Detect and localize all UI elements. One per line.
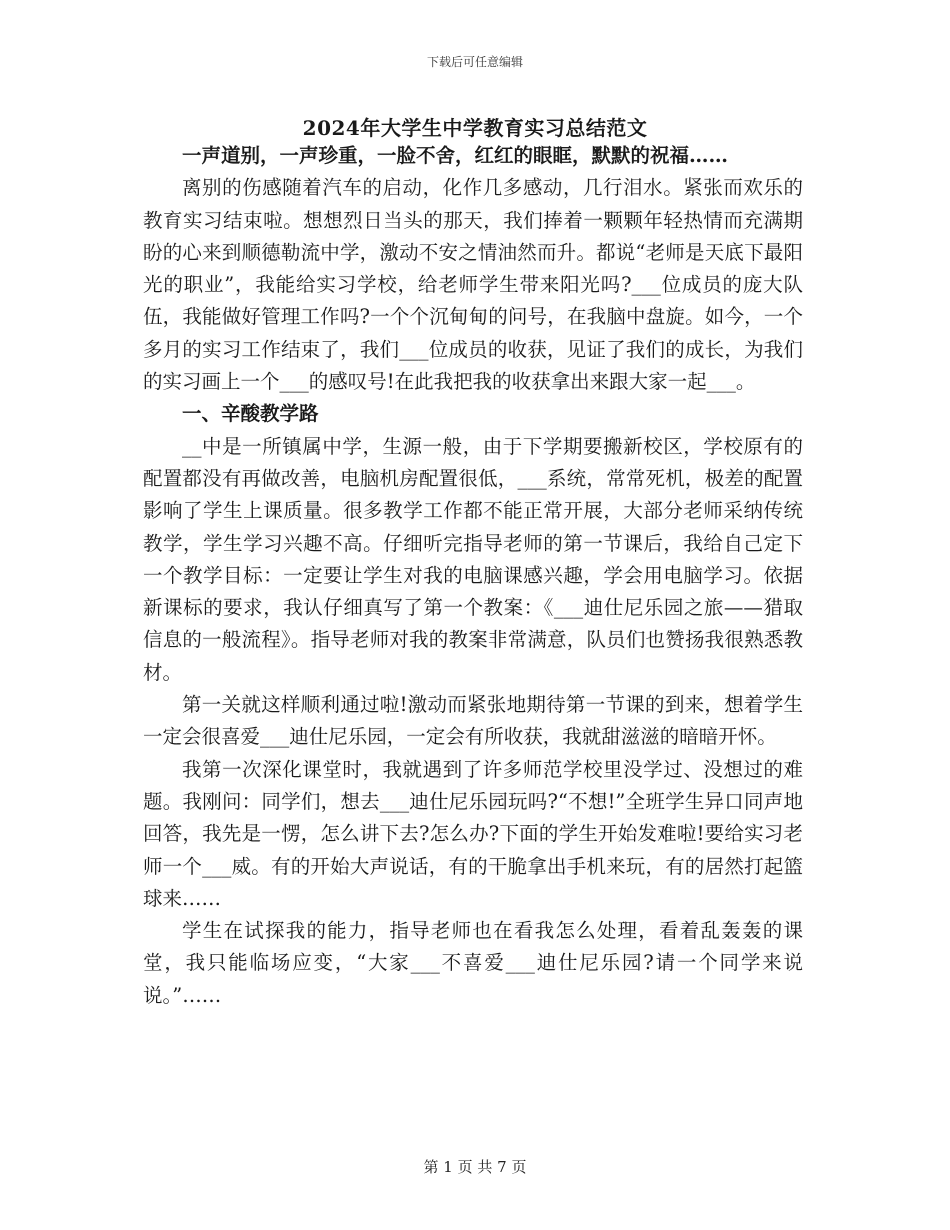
- document-title: 2024年大学生中学教育实习总结范文: [302, 116, 648, 140]
- body-paragraph: __中是一所镇属中学，生源一般，由于下学期要搬新校区，学校原有的配置都没有再做改善，电脑机房配置很低，___系统，常常死机，极差的配置影响了学生上课质量。很多教学工作都不能正常开展，大部分老师采纳传统教学，学生学习兴趣不高。仔细听完指导老师的第一节课后，我给自己定下一个教学目标：一定要让学生对我的电脑课感兴趣，学会用电脑学习。依据新课标的要求，我认仔细真写了第一个教案：《___迪仕尼乐园之旅——猎取信息的一般流程》。指导老师对我的教案非常满意，队员们也赞扬我很熟悉教材。: [143, 434, 803, 684]
- body-paragraph: 第一关就这样顺利通过啦!激动而紧张地期待第一节课的到来，想着学生一定会很喜爱___迪仕尼乐园，一定会有所收获，我就甜滋滋的暗暗开怀。: [143, 693, 803, 749]
- document-body: [143, 140, 803, 1012]
- section-heading: 一、辛酸教学路: [182, 402, 319, 426]
- lead-paragraph: 一声道别，一声珍重，一脸不舍，红红的眼眶，默默的祝福……: [182, 144, 729, 167]
- body-paragraph: 离别的伤感随着汽车的启动，化作几多感动，几行泪水。紧张而欢乐的教育实习结束啦。想想烈日当头的那天，我们捧着一颗颗年轻热情而充满期盼的心来到顺德勒流中学，激动不安之情油然而升。都说“老师是天底下最阳光的职业”，我能给实习学校，给老师学生带来阳光吗?___位成员的庞大队伍，我能做好管理工作吗?一个个沉甸甸的问号，在我脑中盘旋。如今，一个多月的实习工作结束了，我们___位成员的收获，见证了我们的成长，为我们的实习画上一个___的感叹号!在此我把我的收获拿出来跟大家一起___。: [143, 176, 803, 394]
- body-paragraph: 学生在试探我的能力，指导老师也在看我怎么处理，看着乱轰轰的课堂，我只能临场应变，“大家___不喜爱___迪仕尼乐园?请一个同学来说说。”……: [143, 919, 803, 1007]
- body-paragraph: 我第一次深化课堂时，我就遇到了许多师范学校里没学过、没想过的难题。我刚问：同学们，想去___迪仕尼乐园玩吗?“不想!”全班学生异口同声地回答，我先是一愣，怎么讲下去?怎么办?下面的学生开始发难啦!要给实习老师一个___威。有的开始大声说话，有的干脆拿出手机来玩，有的居然打起篮球来……: [143, 757, 803, 910]
- header-note: 下载后可任意编辑: [426, 55, 523, 69]
- page-footer: 第 1 页 共 7 页: [423, 1158, 527, 1176]
